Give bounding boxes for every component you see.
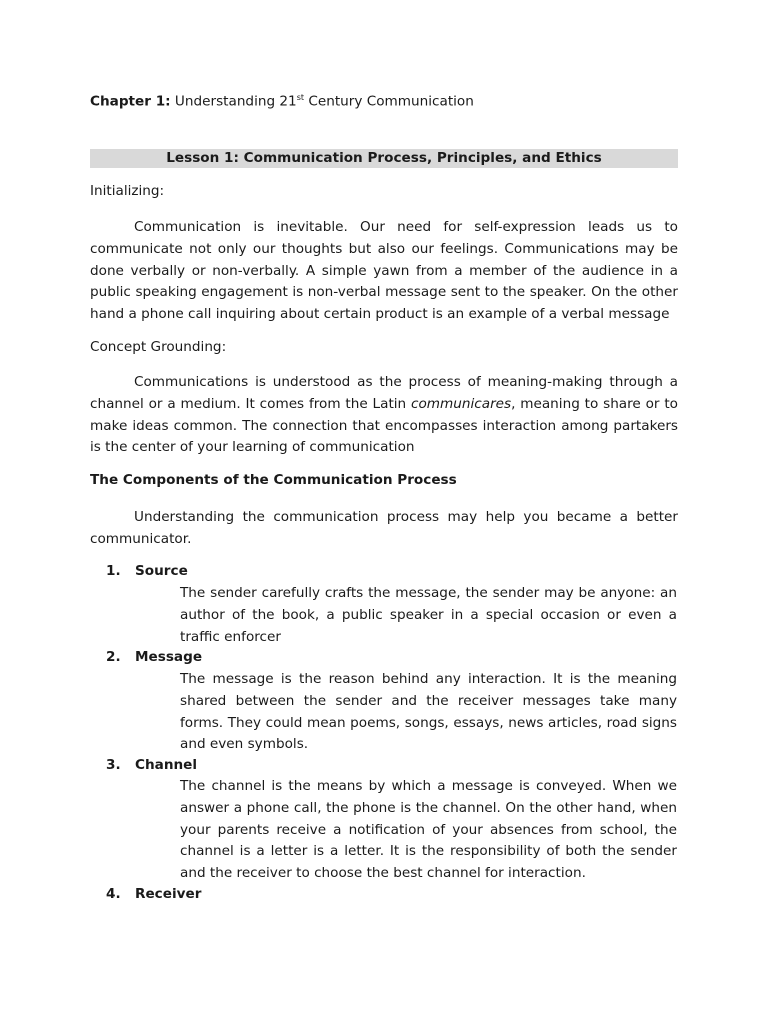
- chapter-label: Chapter 1:: [90, 93, 171, 110]
- components-heading: The Components of the Communication Process: [90, 472, 457, 488]
- initializing-paragraph: Communication is inevitable. Our need for self-expression leads us to communicate not only our thoughts but also our feelings. Communications may be done verbally or non-verbally. A simple yawn from a member of the audience in a public speaking engagement is non-verbal message sent to the speaker. On the other hand a phone call inquiring about certain product is an example of a verbal message: [90, 219, 678, 323]
- list-item-title: [106, 563, 188, 579]
- list-item-title: [106, 886, 201, 902]
- list-item-label: Channel: [135, 757, 198, 773]
- chapter-title: [90, 93, 474, 110]
- list-item-title: [106, 757, 197, 773]
- list-item-number: 1.: [106, 563, 121, 579]
- list-item-number: 4.: [106, 886, 121, 902]
- list-item-description: The message is the reason behind any interaction. It is the meaning shared between the sender and the receiver messages take many forms. They could mean poems, songs, essays, news articles, road signs and even symbols.: [180, 671, 677, 753]
- concept-paragraph: [90, 372, 678, 459]
- chapter-title-superscript: st: [296, 93, 305, 102]
- list-item-label: Source: [135, 563, 188, 579]
- list-item-number: 3.: [106, 757, 121, 773]
- list-item-description: The sender carefully crafts the message, the sender may be anyone: an author of the book, a public speaker in a special occasion or even a traffic enforcer: [180, 585, 677, 645]
- chapter-title-suffix: Century Communication: [304, 93, 474, 110]
- lesson-title: Lesson 1: Communication Process, Principles, and Ethics: [90, 149, 678, 168]
- concept-latin-term: communicares: [410, 395, 512, 412]
- initializing-label: Initializing:: [90, 183, 165, 199]
- list-item-description: The channel is the means by which a message is conveyed. When we answer a phone call, the phone is the channel. On the other hand, when your parents receive a notification of your absences from school, the channel is a letter is a letter. It is the responsibility of both the sender and the receiver to choose the best channel for interaction.: [180, 778, 677, 882]
- list-item-label: Message: [135, 649, 203, 665]
- concept-text-end: , meaning to share or to make ideas common. The connection that encompasses interaction among partakers is the center of your learning of communication: [90, 395, 678, 456]
- list-item-title: [106, 649, 202, 665]
- components-intro: Understanding the communication process may help you became a better communicator.: [90, 509, 678, 547]
- concept-label: Concept Grounding:: [90, 339, 227, 355]
- list-item-label: Receiver: [135, 886, 202, 902]
- concept-text-start: Communications is understood as the process of meaning-making through a channel or a medium. It comes from the Latin: [90, 374, 678, 412]
- list-item-number: 2.: [106, 649, 121, 665]
- chapter-title-text: Understanding 21: [170, 93, 297, 110]
